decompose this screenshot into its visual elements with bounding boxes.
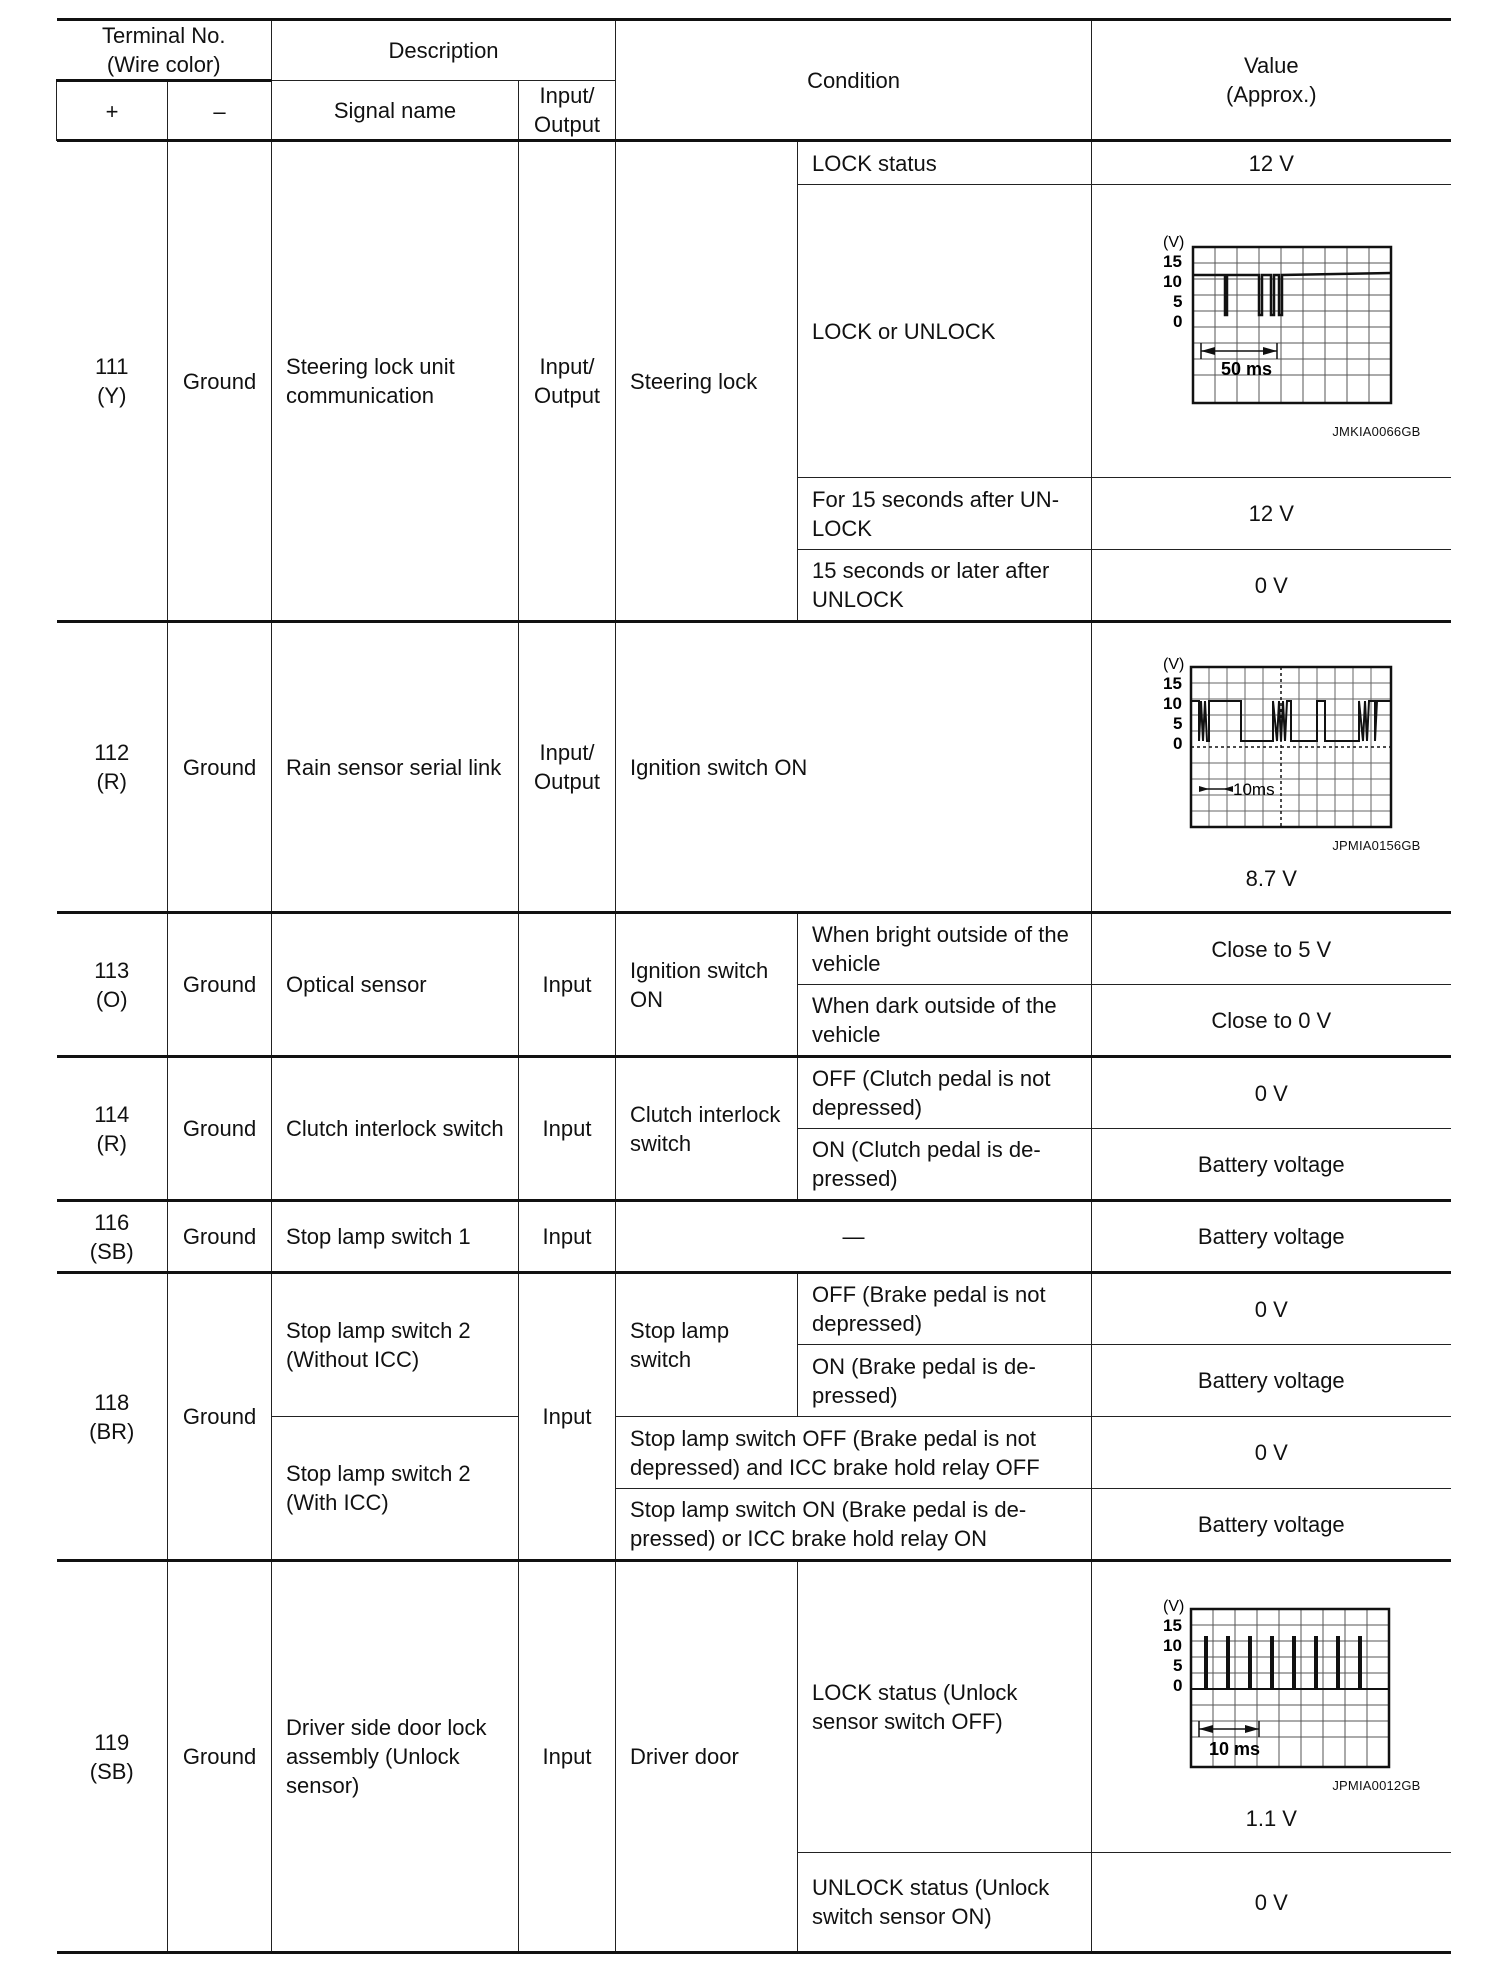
figure-id-112: JPMIA0156GB: [1332, 838, 1421, 853]
terminal-119: 119 (SB): [57, 1561, 168, 1953]
header-signal-name: Signal name: [272, 81, 519, 141]
ground-112: Ground: [168, 622, 272, 913]
svg-text:15: 15: [1163, 674, 1183, 693]
value-119-unlock: 0 V: [1092, 1853, 1451, 1953]
condition-118-stop-lamp: Stop lamp switch: [616, 1273, 798, 1417]
svg-text:15: 15: [1163, 251, 1183, 271]
terminal-table: [56, 18, 1451, 1954]
subcond-111-lock: LOCK status: [798, 141, 1092, 185]
subcond-118-off: OFF (Brake pedal is not depressed): [798, 1273, 1092, 1345]
terminal-116: 116 (SB): [57, 1201, 168, 1273]
subcond-119-lock: LOCK status (Unlock sensor switch OFF): [798, 1561, 1092, 1853]
value-111-lock: 12 V: [1092, 141, 1451, 185]
signal-114: Clutch interlock switch: [272, 1057, 519, 1201]
subcond-113-dark: When dark outside of the vehicle: [798, 985, 1092, 1057]
scope-unit: (V): [1163, 233, 1185, 251]
io-113: Input: [519, 913, 616, 1057]
signal-118-with-icc: Stop lamp switch 2 (With ICC): [272, 1417, 519, 1561]
waveform-111: [1121, 217, 1421, 417]
condition-111: Steering lock: [616, 141, 798, 622]
header-plus: +: [57, 81, 168, 141]
value-113-dark: Close to 0 V: [1092, 985, 1451, 1057]
terminal-114: 114 (R): [57, 1057, 168, 1201]
signal-116: Stop lamp switch 1: [272, 1201, 519, 1273]
value-119-lock: 1.1 V: [1245, 1806, 1297, 1831]
svg-text:(V): (V): [1163, 656, 1185, 673]
value-114-off: 0 V: [1092, 1057, 1451, 1129]
svg-text:5: 5: [1173, 291, 1183, 311]
header-value: [1092, 20, 1451, 141]
subcond-119-unlock: UNLOCK status (Unlock switch sensor ON): [798, 1853, 1092, 1953]
header-minus: –: [168, 81, 272, 141]
value-116: Battery voltage: [1092, 1201, 1451, 1273]
condition-116: —: [616, 1201, 1092, 1273]
value-111-15s-after: 12 V: [1092, 478, 1451, 550]
ground-116: Ground: [168, 1201, 272, 1273]
header-value-label: Value: [1243, 53, 1299, 78]
value-112-waveform: [1092, 622, 1451, 913]
value-112: 8.7 V: [1245, 866, 1297, 891]
signal-112: Rain sensor serial link: [272, 622, 519, 913]
value-114-on: Battery voltage: [1092, 1129, 1451, 1201]
header-condition: Condition: [616, 20, 1092, 141]
subcond-118-icc-off: Stop lamp switch OFF (Brake pedal is not depressed) and ICC brake hold relay OFF: [616, 1417, 1092, 1489]
io-116: Input: [519, 1201, 616, 1273]
terminal-111: 111 (Y): [57, 141, 168, 622]
signal-119: Driver side door lock assembly (Unlock sensor): [272, 1561, 519, 1953]
subcond-113-bright: When bright outside of the vehicle: [798, 913, 1092, 985]
svg-text:10: 10: [1163, 694, 1183, 713]
header-terminal: [57, 20, 272, 81]
time-label-119: 10 ms: [1209, 1739, 1261, 1759]
io-112: Input/ Output: [519, 622, 616, 913]
figure-id-111: JMKIA0066GB: [1332, 423, 1421, 439]
ground-119: Ground: [168, 1561, 272, 1953]
subcond-114-off: OFF (Clutch pedal is not depressed): [798, 1057, 1092, 1129]
value-118-icc-off: 0 V: [1092, 1417, 1451, 1489]
svg-text:10: 10: [1163, 271, 1183, 291]
waveform-112: [1121, 641, 1421, 831]
ground-113: Ground: [168, 913, 272, 1057]
condition-113: Ignition switch ON: [616, 913, 798, 1057]
io-119: Input: [519, 1561, 616, 1953]
header-terminal-no: Terminal No.: [102, 23, 226, 48]
io-111: Input/ Output: [519, 141, 616, 622]
header-description: Description: [272, 20, 616, 81]
svg-text:0: 0: [1173, 311, 1183, 331]
io-114: Input: [519, 1057, 616, 1201]
svg-text:5: 5: [1173, 1656, 1183, 1675]
subcond-111-15s-later: 15 seconds or later after UNLOCK: [798, 550, 1092, 622]
subcond-118-on: ON (Brake pedal is de- pressed): [798, 1345, 1092, 1417]
header-wire-color: (Wire color): [106, 52, 221, 77]
svg-text:(V): (V): [1163, 1598, 1185, 1615]
value-118-on: Battery voltage: [1092, 1345, 1451, 1417]
value-118-off: 0 V: [1092, 1273, 1451, 1345]
time-label-112: 10ms: [1233, 780, 1275, 799]
value-113-bright: Close to 5 V: [1092, 913, 1451, 985]
time-label-111: 50 ms: [1221, 358, 1273, 379]
io-118: Input: [519, 1273, 616, 1561]
signal-111: Steering lock unit communication: [272, 141, 519, 622]
waveform-119: [1121, 1581, 1421, 1771]
subcond-111-15s-after: For 15 seconds after UN- LOCK: [798, 478, 1092, 550]
subcond-114-on: ON (Clutch pedal is de- pressed): [798, 1129, 1092, 1201]
terminal-113: 113 (O): [57, 913, 168, 1057]
svg-text:0: 0: [1173, 734, 1183, 753]
subcond-111-lock-unlock: LOCK or UNLOCK: [798, 185, 1092, 478]
figure-id-119: JPMIA0012GB: [1332, 1778, 1421, 1793]
value-119-waveform: [1092, 1561, 1451, 1853]
condition-114: Clutch interlock switch: [616, 1057, 798, 1201]
svg-text:5: 5: [1173, 714, 1183, 733]
value-111-waveform: [1092, 185, 1451, 478]
ground-111: Ground: [168, 141, 272, 622]
value-111-15s-later: 0 V: [1092, 550, 1451, 622]
value-118-icc-on: Battery voltage: [1092, 1489, 1451, 1561]
condition-119: Driver door: [616, 1561, 798, 1953]
header-input-output: Input/ Output: [519, 81, 616, 141]
terminal-112: 112 (R): [57, 622, 168, 913]
ground-114: Ground: [168, 1057, 272, 1201]
svg-text:10: 10: [1163, 1636, 1183, 1655]
terminal-118: 118 (BR): [57, 1273, 168, 1561]
signal-113: Optical sensor: [272, 913, 519, 1057]
svg-text:0: 0: [1173, 1676, 1183, 1695]
subcond-118-icc-on: Stop lamp switch ON (Brake pedal is de- pressed) or ICC brake hold relay ON: [616, 1489, 1092, 1561]
header-approx: (Approx.): [1226, 82, 1317, 107]
ground-118: Ground: [168, 1273, 272, 1561]
condition-112: Ignition switch ON: [616, 622, 1092, 913]
svg-text:15: 15: [1163, 1616, 1183, 1635]
signal-118-without-icc: Stop lamp switch 2 (Without ICC): [272, 1273, 519, 1417]
